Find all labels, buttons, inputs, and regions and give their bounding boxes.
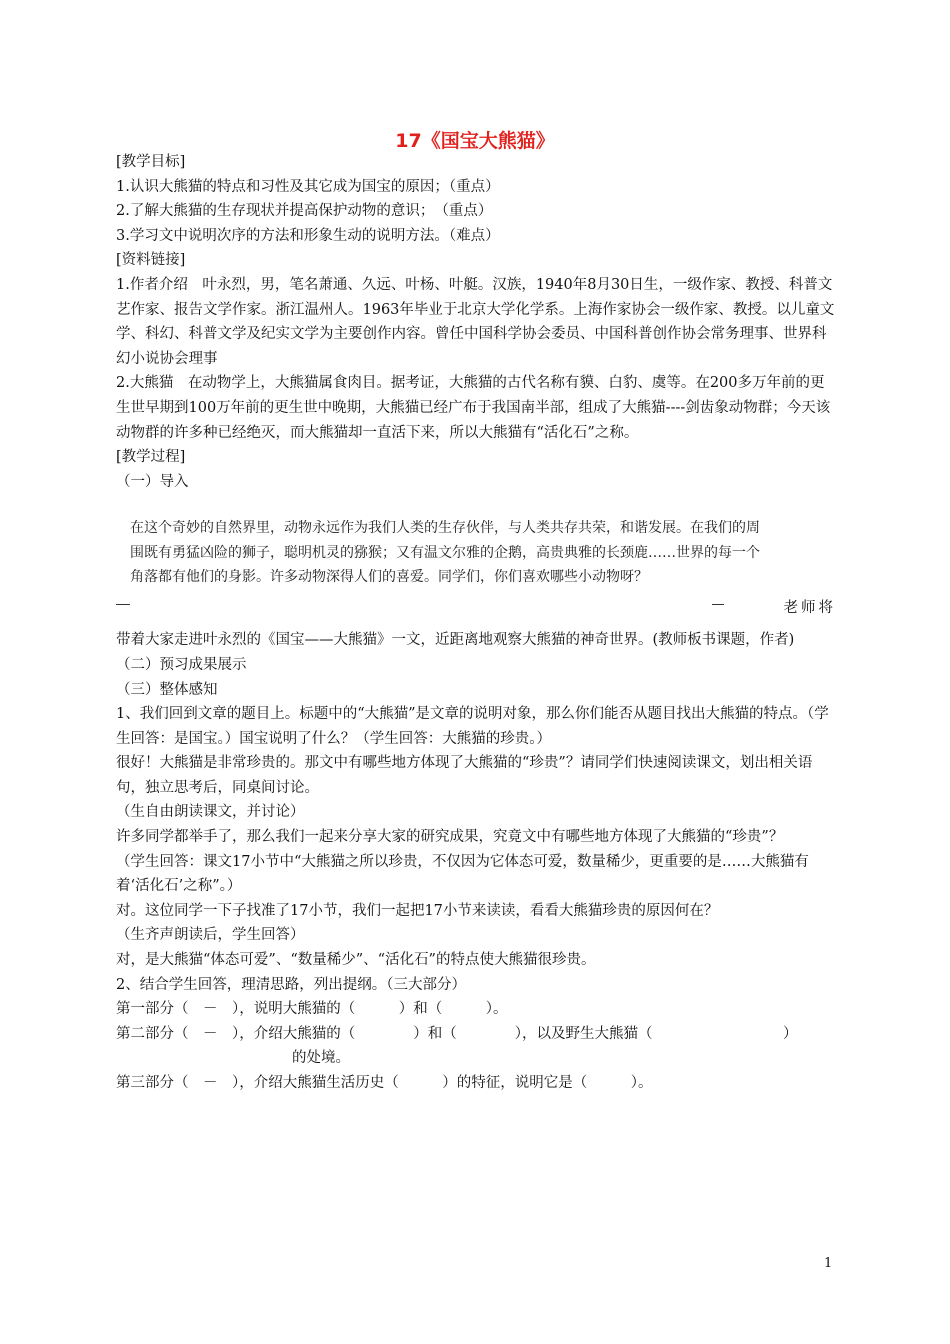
goal-item: 3.学习文中说明次序的方法和形象生动的说明方法。（难点）: [116, 227, 500, 244]
process-header: [教学过程]: [116, 449, 186, 466]
goal-item: 2.了解大熊猫的生存现状并提高保护动物的意识； （重点）: [116, 203, 493, 220]
body-paragraph: 2、结合学生回答，理清思路，列出提纲。（三大部分）: [116, 976, 466, 993]
body-paragraph: 许多同学都举手了，那么我们一起来分享大家的研究成果，究竟文中有哪些地方体现了大熊猫的“珍贵”？: [116, 829, 784, 846]
resources-header: [资料链接]: [116, 252, 186, 269]
outline-part3: 第三部分（ － ），介绍大熊猫生活历史（ ）的特征，说明它是（ ）。: [116, 1075, 653, 1091]
page-number: 1: [824, 1256, 833, 1271]
resource-author: 1.作者介绍 叶永烈，男，笔名萧通、久远、叶杨、叶艇。汉族，1940年8月30日生，一级作家、教授、科普文艺作家、报告文学作家。浙江温州人。1963年毕业于北京大学化学系。上海作家协会一级作家、教授。以儿童文学、科幻、科普文学及纪实文学为主要创作内容。曾任中国科学协会委员、中国科普创作协会常务理事、世界科幻小说协会理事: [116, 276, 835, 367]
body-paragraph: （生齐声朗读后，学生回答）: [116, 927, 305, 944]
outline-part1: 第一部分（ － ），说明大熊猫的（ ）和（ ）。: [116, 1001, 508, 1018]
intro-tail: 老师将: [783, 600, 836, 617]
body-paragraph: 对。这位同学一下子找准了17小节，我们一起把17小节来读读，看看大熊猫珍贵的原因何在？: [116, 902, 719, 919]
section3-heading: （三）整体感知: [116, 681, 218, 698]
body-paragraph: 对，是大熊猫“体态可爱”、“数量稀少”、“活化石”的特点使大熊猫很珍贵。: [116, 952, 596, 969]
blank-line: [712, 604, 724, 605]
intro-continue: 带着大家走进叶永烈的《国宝——大熊猫》一文，近距离地观察大熊猫的神奇世界。(教师板书课题，作者): [116, 632, 795, 649]
goals-header: [教学目标]: [116, 154, 186, 170]
section2-heading: （二）预习成果展示: [116, 656, 247, 673]
resource-panda: 2.大熊猫 在动物学上，大熊猫属食肉目。据考证，大熊猫的古代名称有貘、白豹、虞等。在200多万年前的更生世早期到100万年前的更生世中晚期，大熊猫已经广布于我国南半部，组成了大熊猫----剑齿象动物群；今天该动物群的许多种已经绝灭，而大熊猫却一直活下来，所以大熊猫有“活化石”之称。: [116, 375, 831, 441]
outline-part2-cont: 的处境。: [292, 1050, 350, 1067]
goal-item: 1.认识大熊猫的特点和习性及其它成为国宝的原因；（重点）: [116, 178, 500, 195]
body-paragraph: 1、我们回到文章的题目上。标题中的“大熊猫”是文章的说明对象，那么你们能否从题目找出大熊猫的特点。（学生回答：是国宝。）国宝说明了什么？（学生回答：大熊猫的珍贵。）: [116, 706, 829, 747]
intro-image-text: 在这个奇妙的自然界里，动物永远作为我们人类的生存伙伴，与人类共存共荣，和谐发展。在我们的周围既有勇猛凶险的狮子，聪明机灵的猕猴；又有温文尔雅的企鹅，高贵典雅的长颈鹿……世界的每一个角落都有他们的身影。许多动物深得人们的喜爱。同学们，你们喜欢哪些小动物呀？: [130, 520, 760, 586]
intro-image: [116, 496, 836, 616]
page-title: 17《国宝大熊猫》: [395, 130, 555, 152]
document-body: [116, 150, 836, 1096]
body-paragraph: （生自由朗读课文，并讨论）: [116, 804, 305, 821]
blank-line: [116, 604, 130, 605]
outline-part2: 第二部分（ － ），介绍大熊猫的（ ）和（ ），以及野生大熊猫（ ）: [116, 1025, 798, 1042]
body-paragraph: 很好！大熊猫是非常珍贵的。那文中有哪些地方体现了大熊猫的“珍贵”？请同学们快速阅读课文，划出相关语句，独立思考后，同桌间讨论。: [116, 755, 813, 796]
body-paragraph: （学生回答：课文17小节中“大熊猫之所以珍贵，不仅因为它体态可爱，数量稀少，更重要的是……大熊猫有着‘活化石’之称”。）: [116, 853, 809, 895]
intro-heading: （一）导入: [116, 473, 189, 490]
